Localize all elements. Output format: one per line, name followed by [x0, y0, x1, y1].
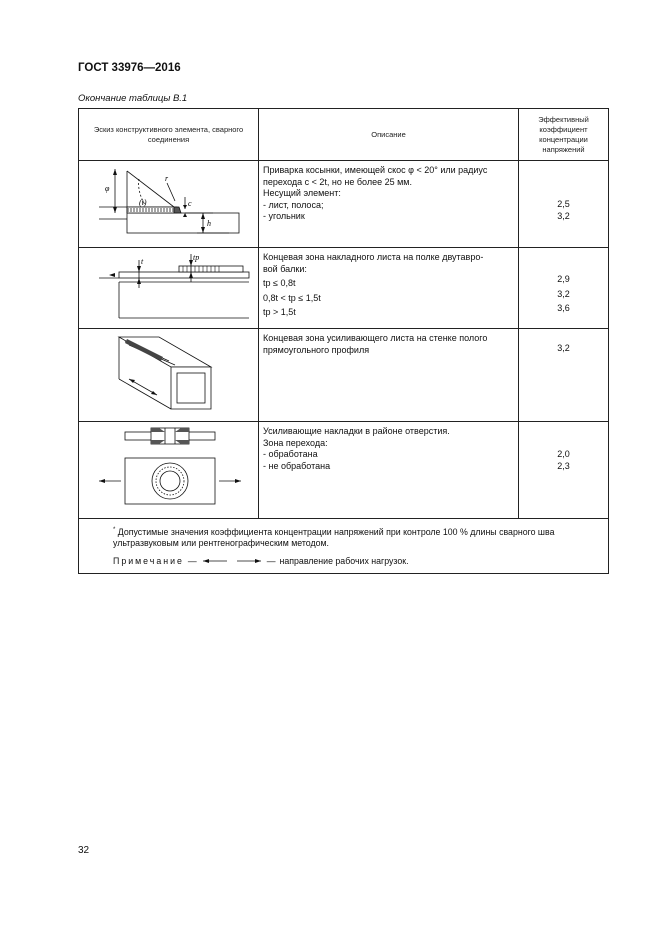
desc-line: вой балки:	[263, 263, 307, 274]
coefficient-hollow-profile	[519, 329, 609, 422]
footnote	[79, 519, 609, 574]
sketch-hollow-profile	[79, 329, 259, 422]
condition-line: tp > 1,5t	[263, 307, 296, 317]
standard-title: ГОСТ 33976—2016	[78, 62, 181, 74]
coefficient-cover-plate	[519, 248, 609, 329]
label-tp: tp	[193, 253, 200, 262]
desc-line: Приварка косынки, имеющей скос φ < 20° или радиус	[263, 165, 488, 175]
table-row	[79, 161, 609, 248]
desc-line: Усиливающие накладки в районе отверстия.	[263, 426, 450, 436]
coefficient-table	[78, 108, 609, 574]
desc-line: - угольник	[263, 211, 305, 221]
table-row	[79, 422, 609, 519]
col-header-description: Описание	[259, 109, 519, 161]
coefficient-hole-reinforcement	[519, 422, 609, 519]
note-dash: —	[187, 555, 197, 566]
table-row	[79, 248, 609, 329]
table-row	[79, 329, 609, 422]
label-phi: φ	[105, 184, 110, 193]
desc-line: прямоугольного профиля	[263, 344, 370, 355]
desc-line: Несущий элемент:	[263, 188, 341, 198]
condition-line: tp ≤ 0,8t	[263, 278, 296, 288]
coef-value: 3,2	[557, 288, 570, 299]
footnote-row	[79, 519, 609, 574]
desc-line: - не обработана	[263, 460, 331, 471]
footnote-text-block	[85, 525, 604, 549]
gusset-sketch-svg	[79, 161, 259, 247]
coef-value: 2,3	[557, 460, 570, 471]
desc-line: перехода c < 2t, но не более 25 мм.	[263, 176, 412, 187]
sketch-hole-reinforcement	[79, 422, 259, 519]
coef-value: 3,6	[557, 303, 570, 313]
desc-line: - обработана	[263, 449, 318, 459]
label-t: (t)	[139, 198, 147, 207]
page-number: 32	[78, 845, 90, 856]
note-line	[85, 556, 604, 567]
note-text: направление рабочих нагрузок.	[279, 555, 409, 566]
label-c: c	[188, 199, 192, 208]
desc-line: Концевая зона накладного листа на полке двутавро-	[263, 252, 484, 262]
label-t: t	[141, 257, 144, 266]
desc-line: Зона перехода:	[263, 437, 328, 448]
table-caption: Окончание таблицы В.1	[78, 93, 188, 104]
label-r: r	[165, 174, 169, 183]
description-cover-plate	[259, 248, 519, 329]
condition-line: 0,8t < tp ≤ 1,5t	[263, 292, 321, 303]
hole-reinforcement-sketch-svg	[79, 422, 259, 518]
footnote-text: Допустимые значения коэффициента концентрации напряжений при контроле 100 % длины сварного шва ультразвуковым или рентгенографическим методом.	[113, 526, 555, 548]
description-hollow-profile	[259, 329, 519, 422]
coefficient-gusset	[519, 161, 609, 248]
note-label: Примечание	[113, 555, 184, 566]
col-header-coefficient: Эффективный коэффициент концентрации напряжений	[519, 109, 609, 161]
coef-value: 2,9	[557, 274, 570, 284]
label-h: h	[207, 219, 211, 228]
coef-value: 2,0	[557, 449, 570, 459]
desc-line: - лист, полоса;	[263, 199, 324, 210]
footnote-mark: *	[113, 527, 116, 533]
desc-line: Концевая зона усиливающего листа на стенке полого	[263, 333, 488, 343]
hollow-profile-sketch-svg	[79, 329, 259, 421]
note-dash: —	[266, 555, 276, 566]
col-header-sketch: Эскиз конструктивного элемента, сварного соединения	[79, 109, 259, 161]
coef-value: 3,2	[557, 343, 570, 353]
table-header-row	[79, 109, 609, 161]
sketch-cover-plate	[79, 248, 259, 329]
load-direction-arrows-icon	[201, 557, 263, 565]
coef-value: 2,5	[557, 199, 570, 209]
cover-plate-sketch-svg	[79, 248, 259, 328]
description-gusset	[259, 161, 519, 248]
coef-value: 3,2	[557, 210, 570, 221]
sketch-gusset	[79, 161, 259, 248]
description-hole-reinforcement	[259, 422, 519, 519]
